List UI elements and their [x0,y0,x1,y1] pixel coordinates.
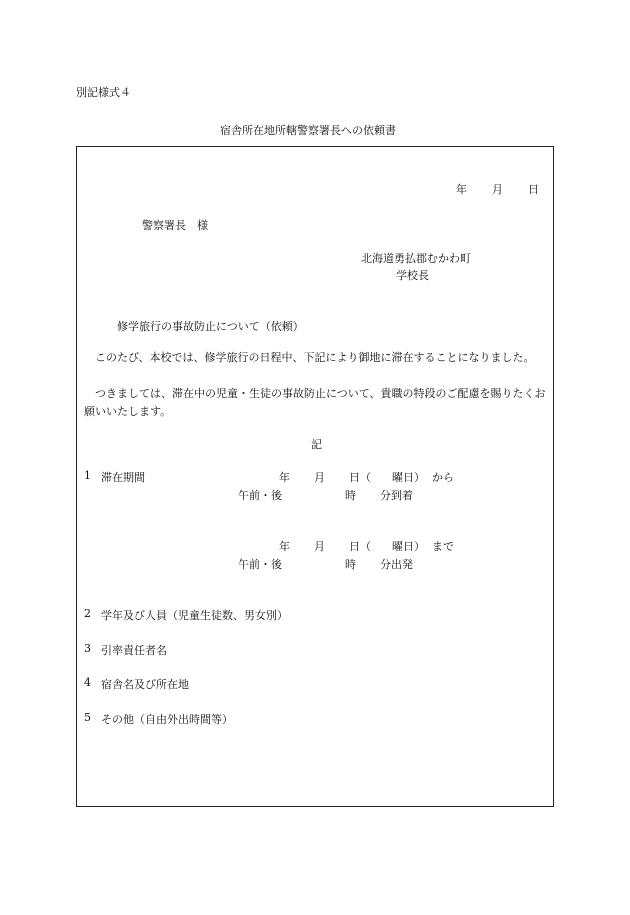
subject: 修学旅行の事故防止について（依頼） [117,320,304,333]
departure-year: 年 [279,540,290,553]
form-number: 別記様式４ [76,86,131,99]
arrival-suffix: から [432,471,454,484]
body-paragraph-1: このたび、本校では、修学旅行の日程中、下記により御地に滞在することになりました。 [95,351,535,364]
item-label: その他（自由外出時間等） [101,713,233,726]
item-number: 2 [84,607,91,620]
departure-minute: 分出発 [380,558,413,571]
item-number: 3 [84,642,91,655]
arrival-month: 月 [314,471,325,484]
item-label: 学年及び人員（児童生徒数、男女別） [101,609,288,622]
body-paragraph-2: つきましては、滞在中の児童・生徒の事故防止について、貴職の特段のご配慮を賜りたくお願いいたします。 [84,387,546,418]
departure-suffix: まで [432,540,454,553]
departure-month: 月 [314,540,325,553]
departure-day: 日（ [349,540,371,553]
departure-weekday: 曜日） [392,540,425,553]
date-month: 月 [492,183,503,196]
item-label: 滞在期間 [101,471,145,484]
arrival-weekday: 曜日） [392,471,425,484]
arrival-day: 日（ [349,471,371,484]
arrival-minute: 分到着 [380,489,413,502]
item-number: 1 [84,469,91,482]
ki-heading: 記 [311,438,322,451]
departure-hour: 時 [345,558,356,571]
document-title: 宿舎所在地所轄警察署長への依頼書 [220,124,396,137]
arrival-ampm: 午前・後 [238,489,282,502]
item-label: 宿舎名及び所在地 [101,678,189,691]
sender-position: 学校長 [396,269,429,282]
item-number: 5 [84,711,91,724]
sender-address: 北海道勇払郡むかわ町 [361,252,471,265]
item-label: 引率責任者名 [101,644,167,657]
date-day: 日 [528,183,539,196]
item-number: 4 [84,676,91,689]
arrival-year: 年 [279,471,290,484]
arrival-hour: 時 [345,489,356,502]
departure-ampm: 午前・後 [238,558,282,571]
date-year: 年 [456,183,467,196]
addressee: 警察署長 様 [142,219,208,232]
